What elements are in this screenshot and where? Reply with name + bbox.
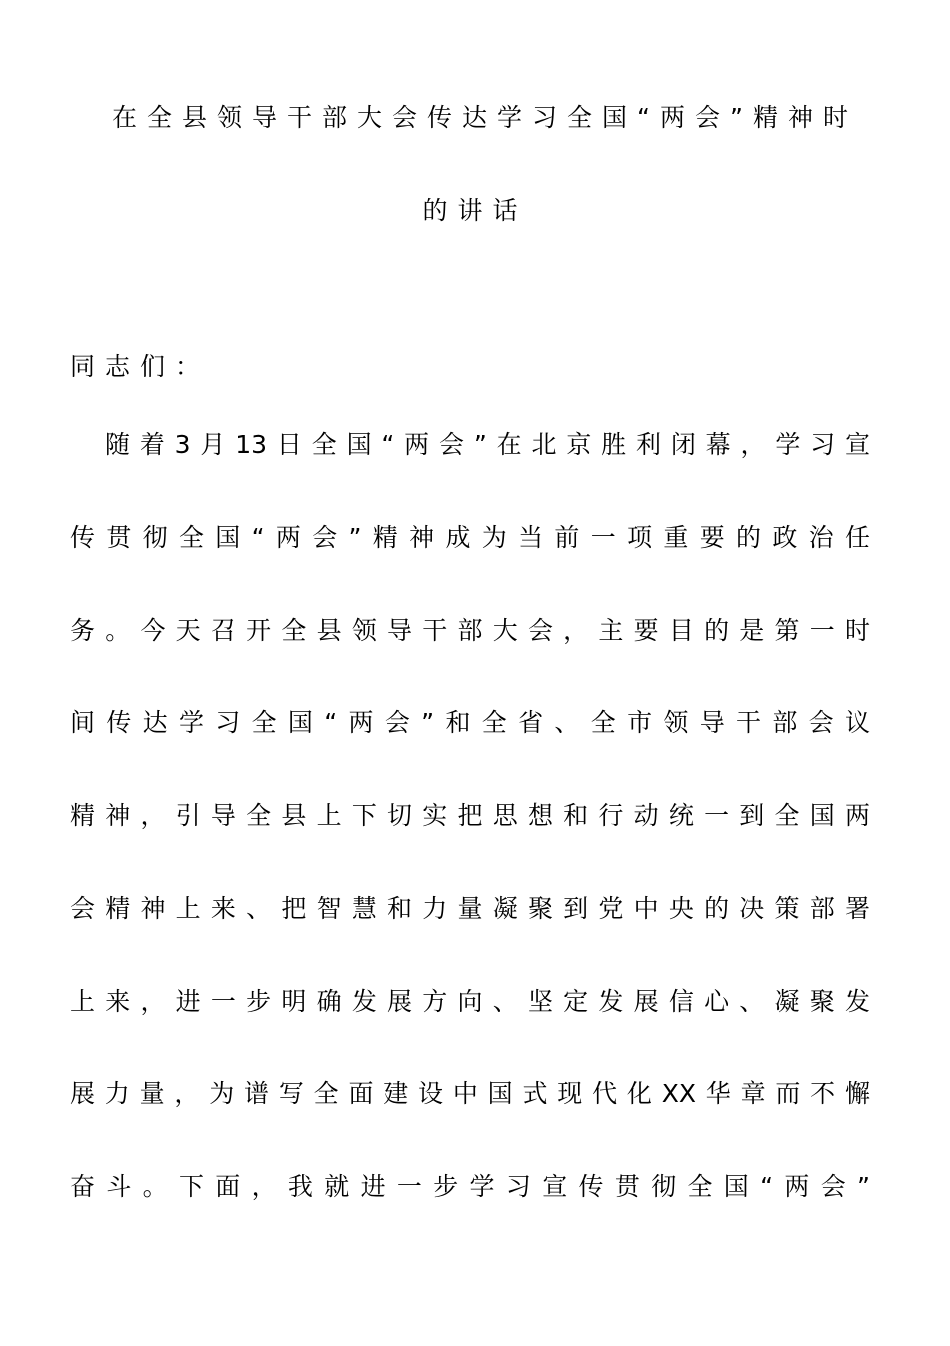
document-title-line-1: 在全县领导干部大会传达学习全国“两会”精神时 — [112, 103, 858, 132]
paragraph-line: 传贯彻全国“两会”精神成为当前一项重要的政治任 — [70, 523, 870, 552]
paragraph-line: 奋斗。下面，我就进一步学习宣传贯彻全国“两会” — [70, 1172, 870, 1201]
paragraph-line: 随着3月13日全国“两会”在北京胜利闭幕，学习宣 — [105, 430, 870, 459]
document-title-line-2: 的讲话 — [422, 196, 528, 225]
paragraph-line: 精神，引导全县上下切实把思想和行动统一到全国两 — [70, 801, 870, 830]
paragraph-line: 展力量，为谱写全面建设中国式现代化XX华章而不懈 — [70, 1079, 870, 1108]
paragraph-line: 上来，进一步明确发展方向、坚定发展信心、凝聚发 — [70, 987, 870, 1016]
salutation: 同志们： — [70, 352, 211, 381]
paragraph-line: 务。今天召开全县领导干部大会，主要目的是第一时 — [70, 616, 870, 645]
paragraph-line: 间传达学习全国“两会”和全省、全市领导干部会议 — [70, 708, 870, 737]
paragraph-line: 会精神上来、把智慧和力量凝聚到党中央的决策部署 — [70, 894, 870, 923]
